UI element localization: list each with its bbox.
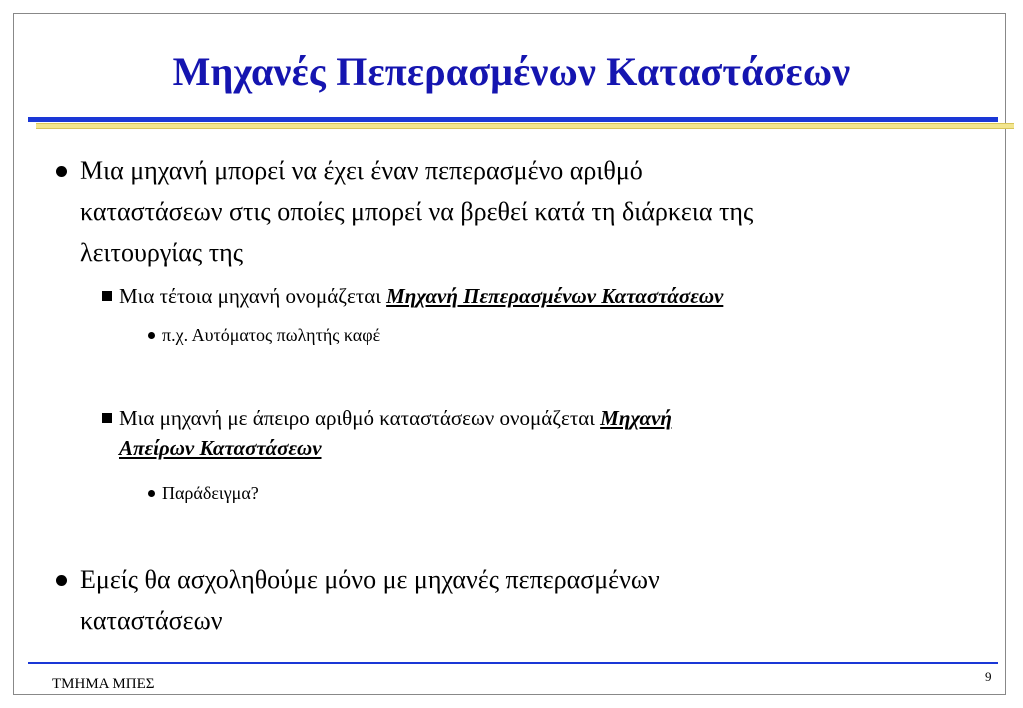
bullet-1-line-2: καταστάσεων στις οποίες μπορεί να βρεθεί κατά τη διάρκεια της	[80, 197, 754, 226]
sub-bullet-1-emphasis: Μηχανή Πεπερασμένων Καταστάσεων	[386, 284, 724, 308]
sub-bullet-1-text: Μια τέτοια μηχανή ονομάζεται	[119, 284, 387, 308]
square-bullet-icon	[102, 413, 112, 423]
bullet-1-line-3: λειτουργίας της	[80, 238, 244, 267]
bullet-1-line-1: Μια μηχανή μπορεί να έχει έναν πεπερασμένο αριθμό	[80, 156, 643, 185]
bullet-dot-icon	[56, 575, 67, 586]
footer-rule	[28, 662, 998, 664]
small-bullet-dot-icon	[148, 490, 155, 497]
bullet-2-line-2: καταστάσεων	[80, 606, 223, 635]
bullet-2-line-1: Εμείς θα ασχοληθούμε μόνο με μηχανές πεπερασμένων	[80, 565, 660, 594]
slide-title: Μηχανές Πεπερασμένων Καταστάσεων	[172, 49, 851, 94]
sub-sub-bullet-2	[162, 480, 259, 506]
bullet-2	[80, 559, 660, 641]
bullet-1	[80, 150, 753, 273]
sub-sub-bullet-1-text: π.χ. Αυτόματος πωλητής καφέ	[162, 325, 381, 345]
square-bullet-icon	[102, 291, 112, 301]
footer-department: ΤΜΗΜΑ ΜΠΕΣ	[52, 676, 155, 692]
sub-sub-bullet-2-text: Παράδειγμα?	[162, 483, 259, 503]
sub-bullet-1	[119, 281, 723, 311]
title-underline-yellow	[36, 123, 1014, 129]
sub-bullet-2-text: Μια μηχανή με άπειρο αριθμό καταστάσεων ονομάζεται	[119, 406, 601, 430]
sub-sub-bullet-1	[162, 322, 380, 348]
small-bullet-dot-icon	[148, 332, 155, 339]
page-number: 9	[985, 669, 992, 684]
sub-bullet-2	[119, 403, 919, 463]
bullet-dot-icon	[56, 166, 67, 177]
title-underline-blue	[28, 117, 998, 122]
sub-bullet-2-emphasis-line-1: Μηχανή	[600, 406, 672, 430]
sub-bullet-2-emphasis-line-2: Απείρων Καταστάσεων	[119, 436, 322, 460]
